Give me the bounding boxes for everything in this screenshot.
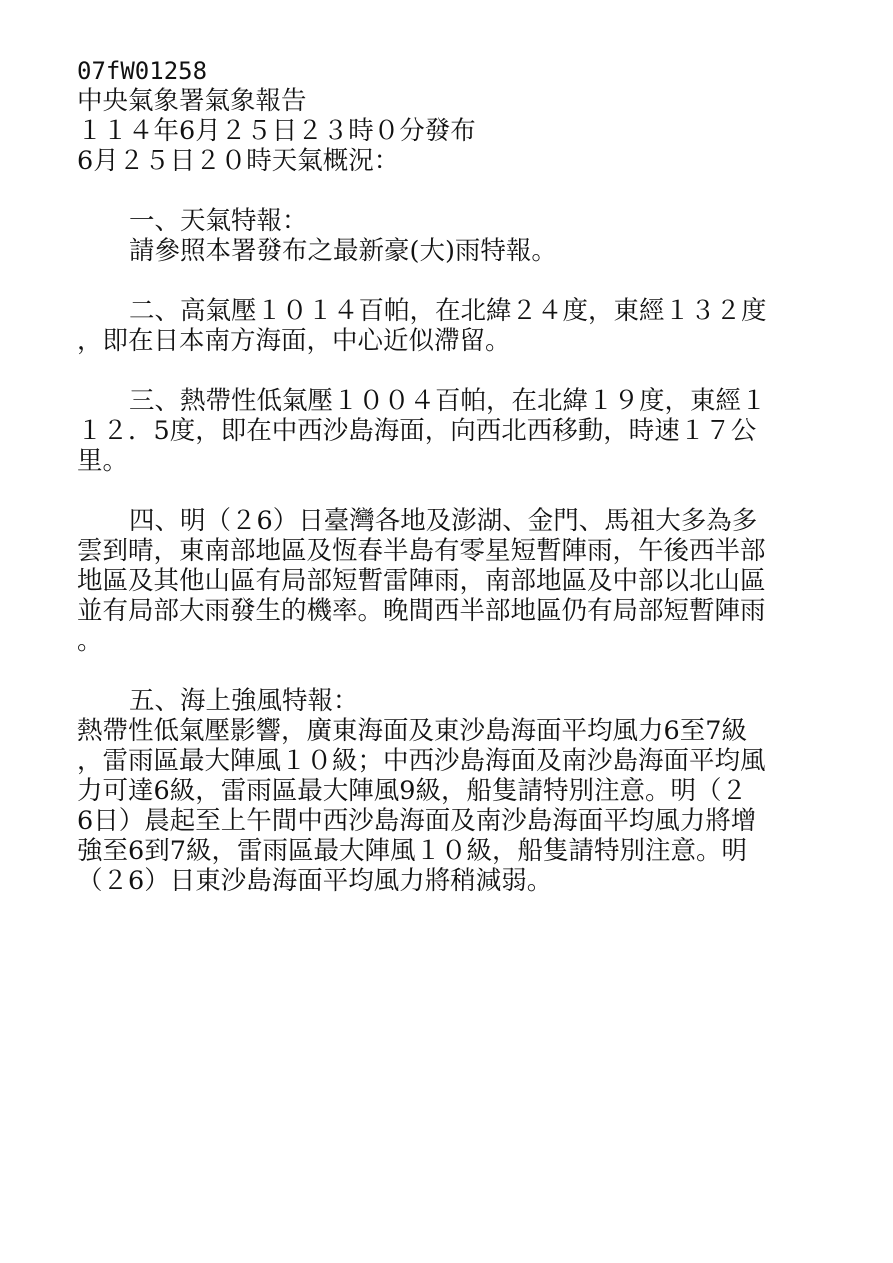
section-3-line: 三、熱帶性低氣壓１００４百帕，在北緯１９度，東經１ [129,386,767,416]
overview-heading: 6月２５日２０時天氣概況： [77,146,400,176]
document-code: 07fW01258 [77,57,208,85]
section-4-line: 雲到晴，東南部地區及恆春半島有零星短暫陣雨，午後西半部 [77,536,766,566]
issue-time: １１４年6月２５日２３時０分發布 [77,116,476,146]
section-gap [77,476,807,506]
section-4-line: 地區及其他山區有局部短暫雷陣雨，南部地區及中部以北山區 [77,566,766,596]
section-5-line: 五、海上強風特報： [129,686,359,716]
section-4-line: 並有局部大雨發生的機率。晚間西半部地區仍有局部短暫陣雨 [77,596,766,626]
section-4-line: 四、明（２6）日臺灣各地及澎湖、金門、馬祖大多為多 [129,506,758,536]
section-2-line: ，即在日本南方海面，中心近似滯留。 [77,326,511,356]
section-1-line: 一、天氣特報： [129,206,308,236]
report-section-5 [77,686,807,896]
section-2-line: 二、高氣壓１０１４百帕，在北緯２４度，東經１３２度 [129,296,767,326]
section-3-line: １２．5度，即在中西沙島海面，向西北西移動，時速１７公 [77,416,757,446]
section-gap [77,266,807,296]
report-section-4 [77,506,807,656]
section-4-line: 。 [77,626,103,656]
report-section-2 [77,296,807,356]
section-gap [77,656,807,686]
section-gap [77,356,807,386]
report-section-1 [77,206,807,266]
section-1-line: 請參照本署發布之最新豪(大)雨特報。 [129,236,557,266]
report-sections [77,176,807,896]
weather-report-document [77,56,807,896]
section-5-line: ，雷雨區最大陣風１０級；中西沙島海面及南沙島海面平均風 [77,746,766,776]
section-5-line: （２6）日東沙島海面平均風力將稍減弱。 [77,866,553,896]
section-5-line: 熱帶性低氣壓影響，廣東海面及東沙島海面平均風力6至7級 [77,716,747,746]
report-section-3 [77,386,807,476]
section-5-line: 強至6到7級，雷雨區最大陣風１０級，船隻請特別注意。明 [77,836,747,866]
section-gap [77,176,807,206]
agency-title: 中央氣象署氣象報告 [77,86,307,116]
section-5-line: 6日）晨起至上午間中西沙島海面及南沙島海面平均風力將增 [77,806,757,836]
section-5-line: 力可達6級，雷雨區最大陣風9級，船隻請特別注意。明（２ [77,776,747,806]
section-3-line: 里。 [77,446,129,476]
